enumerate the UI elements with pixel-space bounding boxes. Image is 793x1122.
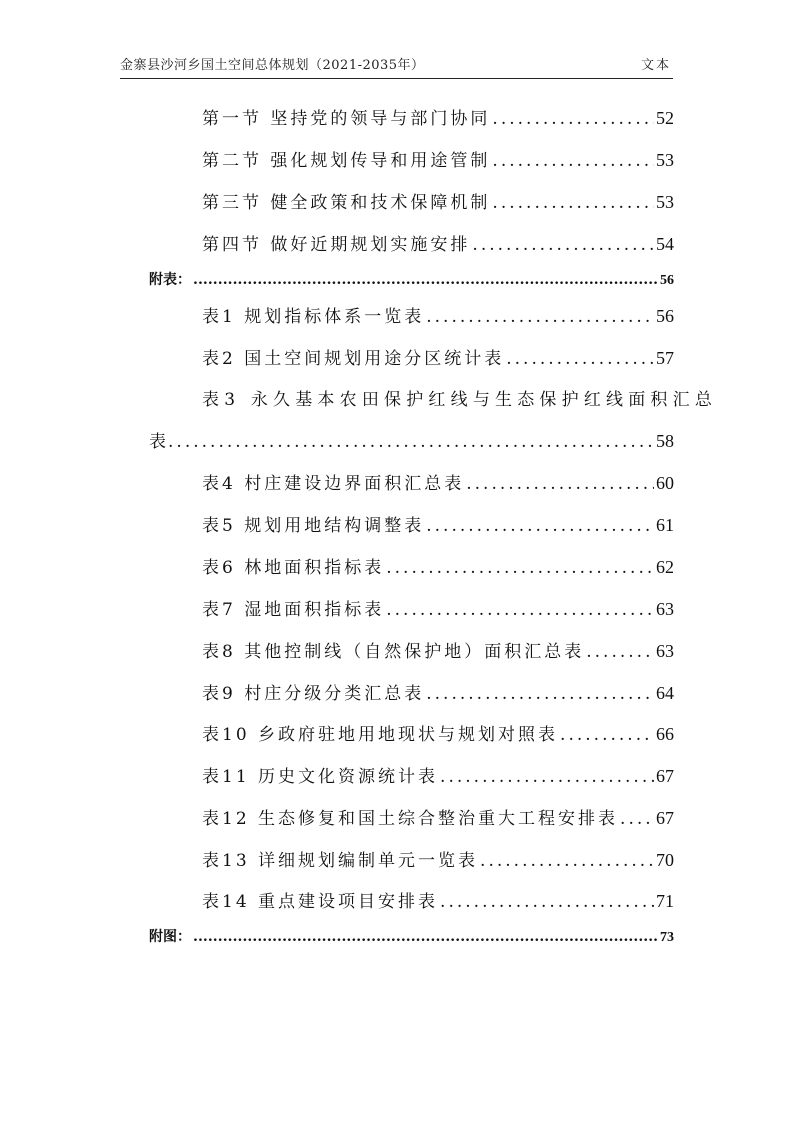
toc-entry-label: 第二节 强化规划传导和用途管制 (202, 151, 491, 171)
toc-page-number: 63 (656, 599, 674, 619)
toc-page-number: 63 (656, 641, 674, 661)
toc-leader-dots (386, 600, 654, 620)
toc-entry-label: 第一节 坚持党的领导与部门协同 (202, 109, 491, 129)
toc-page-number: 56 (660, 273, 674, 288)
toc-entry-label: 表1 规划指标体系一览表 (202, 307, 425, 327)
toc-entry-label: 表7 湿地面积指标表 (202, 600, 385, 620)
toc-entry[interactable] (202, 230, 674, 255)
toc-leader-dots (620, 809, 654, 829)
toc-page-number: 52 (656, 108, 674, 128)
toc-entry[interactable] (202, 762, 674, 787)
toc-entry-label: 第三节 健全政策和技术保障机制 (202, 193, 491, 213)
toc-entry-label: 表13 详细规划编制单元一览表 (202, 851, 479, 871)
toc-leader-dots (560, 725, 654, 745)
document-title: 金寨县沙河乡国土空间总体规划（2021-2035年） (120, 58, 425, 73)
toc-entry-label: 表6 林地面积指标表 (202, 558, 385, 578)
toc-page-number: 64 (656, 683, 674, 703)
toc-page-number: 70 (656, 850, 674, 870)
toc-entry[interactable] (202, 302, 674, 327)
page-header (120, 56, 673, 79)
toc-entry-label: 表8 其他控制线（自然保护地）面积汇总表 (202, 642, 585, 662)
toc-entry-label: 表2 国土空间规划用途分区统计表 (202, 349, 505, 369)
toc-entry[interactable] (202, 511, 674, 536)
toc-page-number: 57 (656, 348, 674, 368)
toc-entry[interactable] (202, 104, 674, 129)
toc-page-number: 71 (656, 891, 674, 911)
toc-page-number: 58 (656, 431, 674, 451)
toc-page-number: 60 (656, 473, 674, 493)
toc-page-number: 67 (656, 808, 674, 828)
toc-leader-dots (480, 851, 654, 871)
toc-leader-dots (440, 892, 654, 912)
toc-entry-label: 表4 村庄建设边界面积汇总表 (202, 474, 465, 494)
toc-entry-label: 表5 规划用地结构调整表 (202, 516, 425, 536)
toc-entry[interactable] (202, 595, 674, 620)
toc-entry[interactable] (202, 637, 674, 662)
toc-leader-dots (492, 193, 654, 213)
toc-leader-dots (426, 307, 654, 327)
toc-entry-label: 表10 乡政府驻地用地现状与规划对照表 (202, 725, 559, 745)
toc-leader-dots (506, 349, 654, 369)
toc-leader-dots (193, 272, 658, 288)
toc-entry-label: 表 (149, 432, 166, 452)
toc-entry-first-line[interactable]: 表3 永久基本农田保护红线与生态保护红线面积汇总 (202, 390, 718, 410)
toc-leader-dots (168, 432, 654, 452)
toc-entry[interactable] (202, 846, 674, 871)
toc-page-number: 67 (656, 766, 674, 786)
toc-entry[interactable] (202, 469, 674, 494)
toc-leader-dots (472, 235, 654, 255)
toc-page-number: 61 (656, 515, 674, 535)
toc-entry[interactable] (202, 679, 674, 704)
toc-entry[interactable] (202, 553, 674, 578)
toc-entry[interactable] (202, 188, 674, 213)
toc-entry[interactable] (202, 887, 674, 912)
toc-section-appendix-figures[interactable] (149, 926, 674, 946)
toc-leader-dots (193, 929, 658, 945)
toc-page-number: 53 (656, 150, 674, 170)
toc-section-label: 附表： (149, 272, 191, 288)
toc-entry[interactable] (202, 146, 674, 171)
toc-page-number: 66 (656, 724, 674, 744)
document-type-label: 文本 (640, 58, 671, 73)
toc-leader-dots (586, 642, 654, 662)
toc-entry-label: 表14 重点建设项目安排表 (202, 892, 439, 912)
toc-page-number: 53 (656, 192, 674, 212)
toc-leader-dots (426, 516, 654, 536)
toc-leader-dots (426, 684, 654, 704)
toc-entry[interactable] (202, 804, 674, 829)
toc-leader-dots (440, 767, 654, 787)
toc-page-number: 73 (660, 930, 674, 945)
toc-entry[interactable] (202, 720, 674, 745)
toc-entry[interactable] (202, 344, 674, 369)
toc-section-label: 附图： (149, 929, 191, 945)
toc-leader-dots (466, 474, 654, 494)
toc-entry-continuation[interactable] (149, 427, 674, 452)
toc-page-number: 56 (656, 306, 674, 326)
toc-entry-label: 表9 村庄分级分类汇总表 (202, 684, 425, 704)
toc-leader-dots (492, 109, 654, 129)
toc-entry-label: 第四节 做好近期规划实施安排 (202, 235, 471, 255)
toc-leader-dots (492, 151, 654, 171)
toc-entry-label: 表12 生态修复和国土综合整治重大工程安排表 (202, 809, 619, 829)
toc-page-number: 54 (656, 234, 674, 254)
toc-entry-label: 表11 历史文化资源统计表 (202, 767, 439, 787)
toc-section-appendix-tables[interactable] (149, 269, 674, 289)
toc-leader-dots (386, 558, 654, 578)
toc-page-number: 62 (656, 557, 674, 577)
